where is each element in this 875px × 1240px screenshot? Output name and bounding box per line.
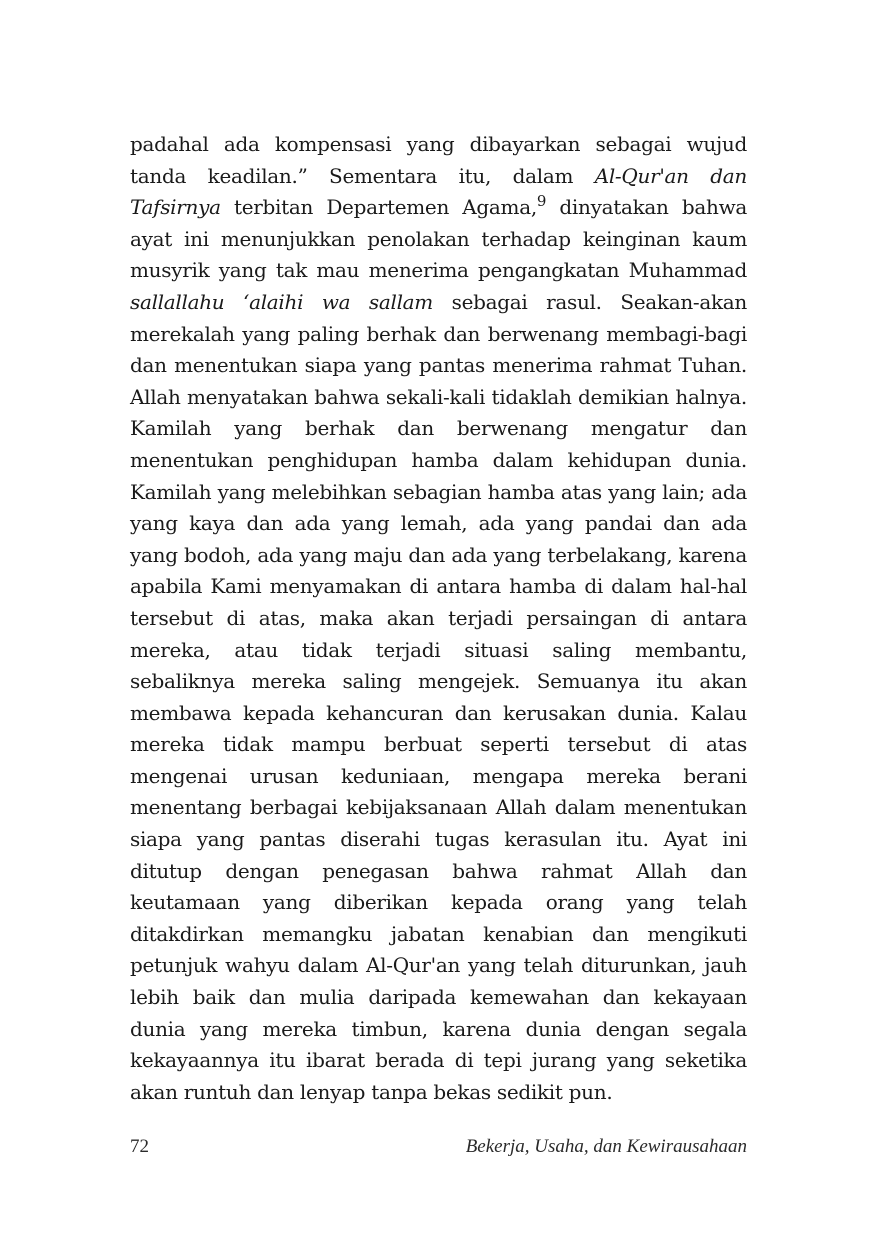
body-text-segment-1: padahal ada kompensasi yang dibayarkan sebagai wujud tanda keadilan.” Sementara itu, dalam [130,132,747,188]
salawat-phrase: sallallahu ‘alaihi wa sallam [130,289,433,314]
body-text-segment-3: dinyatakan bahwa ayat ini menunjukkan penolakan terhadap keinginan kaum musyrik yang tak mau menerima pengangkatan Muhammad [130,195,748,283]
page-footer [130,1136,747,1166]
footnote-reference[interactable]: 9 [536,191,547,210]
body-paragraph [130,129,747,1108]
body-text-segment-2: terbitan Departemen Agama, [220,195,537,220]
page-number: 72 [130,1136,149,1157]
running-title: Bekerja, Usaha, dan Kewirausahaan [465,1136,747,1157]
body-text-segment-4: sebagai rasul. Seakan-akan merekalah yang paling berhak dan berwenang membagi-bagi dan menentukan siapa yang pantas menerima rahmat Tuhan. Allah menyatakan bahwa sekali-kali tidaklah demikian halnya. Kamilah yang berhak dan berwenang mengatur dan menentukan penghidupan hamba dalam kehidupan dunia. Kamilah yang melebihkan sebagian hamba atas yang lain; ada yang kaya dan ada yang lemah, ada yang pandai dan ada yang bodoh, ada yang maju dan ada yang terbelakang, karena apabila Kami menyamakan di antara hamba di dalam hal-hal tersebut di atas, maka akan terjadi persaingan di antara mereka, atau tidak terjadi situasi saling membantu, sebaliknya mereka saling mengejek. Semuanya itu akan membawa kepada kehancuran dan kerusakan dunia. Kalau mereka tidak mampu berbuat seperti tersebut di atas mengenai urusan keduniaan, mengapa mereka berani menentang berbagai kebijaksanaan Allah dalam menentukan siapa yang pantas diserahi tugas kerasulan itu. Ayat ini ditutup dengan penegasan bahwa rahmat Allah dan keutamaan yang diberikan kepada orang yang telah ditakdirkan memangku jabatan kenabian dan mengikuti petunjuk wahyu dalam Al-Qur'an yang telah diturunkan, jauh lebih baik dan mulia daripada kemewahan dan kekayaan dunia yang mereka timbun, karena dunia dengan segala kekayaannya itu ibarat berada di tepi jurang yang seketika akan runtuh dan lenyap tanpa bekas sedikit pun. [130,289,748,1104]
book-title-reference: Al-Qur'an dan Tafsirnya [130,163,747,220]
